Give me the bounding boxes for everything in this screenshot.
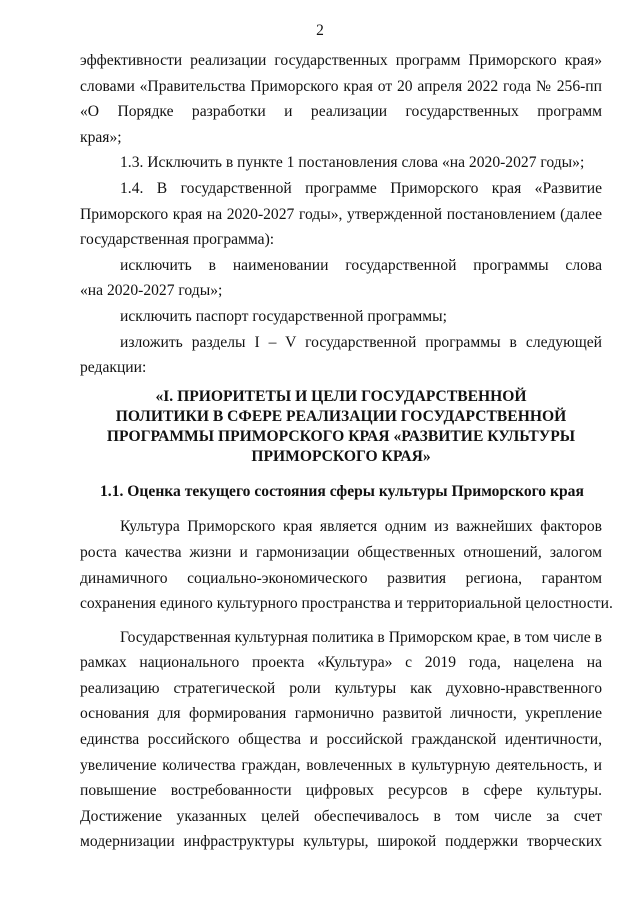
text-line: сохранения единого культурного пространства и территориальной целостности. bbox=[80, 595, 613, 613]
text-line: государственная программа): bbox=[80, 231, 275, 249]
text-line: эффективности реализации государственных программ Приморского края» bbox=[80, 52, 602, 69]
text-line: модернизации инфраструктуры культуры, широкой поддержки творческих bbox=[80, 833, 602, 851]
document-body bbox=[80, 48, 613, 855]
text-line: словами «Правительства Приморского края от 20 апреля 2022 года № 256-пп bbox=[80, 77, 602, 95]
text-line: рамках национального проекта «Культура» с 2019 года, нацелена на bbox=[80, 654, 602, 672]
text-line: Достижение указанных целей обеспечивалось в том числе за счет bbox=[80, 807, 602, 825]
text-line: «на 2020-2027 годы»; bbox=[80, 282, 223, 300]
text-line: Государственная культурная политика в Приморском крае, в том числе в bbox=[120, 628, 602, 646]
text-line: повышение востребованности цифровых ресурсов в сфере культуры. bbox=[80, 782, 602, 800]
text-line: Приморского края на 2020-2027 годы», утвержденной постановлением (далее bbox=[80, 205, 602, 223]
text-line: редакции: bbox=[80, 359, 147, 377]
heading-line: ПРОГРАММЫ ПРИМОРСКОГО КРАЯ «РАЗВИТИЕ КУЛЬТУРЫ bbox=[106, 427, 576, 445]
text-line: «О Порядке разработки и реализации государственных программ bbox=[80, 103, 602, 121]
text-line: исключить паспорт государственной программы; bbox=[120, 307, 447, 325]
section-heading bbox=[80, 387, 602, 467]
text-line: 1.4. В государственной программе Приморского края «Развитие bbox=[120, 179, 602, 197]
heading-line: ПРИМОРСКОГО КРАЯ» bbox=[251, 447, 431, 465]
paragraph-cultural-policy bbox=[80, 625, 602, 855]
text-line: увеличение количества граждан, вовлеченных в культурную деятельность, и bbox=[80, 756, 602, 774]
text-line: единства российского общества и российской гражданской идентичности, bbox=[80, 731, 602, 749]
page-number: 2 bbox=[316, 22, 324, 39]
heading-line: «I. ПРИОРИТЕТЫ И ЦЕЛИ ГОСУДАРСТВЕННОЙ bbox=[155, 387, 527, 405]
text-line: основания для формирования гармонично развитой личности, укрепление bbox=[80, 705, 602, 723]
text-line: 1.3. Исключить в пункте 1 постановления слова «на 2020-2027 годы»; bbox=[120, 154, 585, 172]
heading-line: ПОЛИТИКИ В СФЕРЕ РЕАЛИЗАЦИИ ГОСУДАРСТВЕННОЙ bbox=[115, 407, 567, 425]
paragraph-culture-intro bbox=[80, 514, 613, 616]
text-line: роста качества жизни и гармонизации общественных отношений, залогом bbox=[80, 543, 602, 561]
text-line: исключить в наименовании государственной программы слова bbox=[120, 256, 602, 274]
text-line: реализацию стратегической роли культуры как духовно-нравственного bbox=[80, 679, 602, 697]
subsection-heading: 1.1. Оценка текущего состояния сферы культуры Приморского края bbox=[100, 482, 584, 500]
text-line: края»; bbox=[80, 128, 122, 146]
paragraph-block-amendments bbox=[80, 48, 602, 381]
text-line: изложить разделы I – V государственной программы в следующей bbox=[120, 333, 602, 351]
text-line: Культура Приморского края является одним из важнейших факторов bbox=[120, 518, 602, 536]
text-line: динамичного социально-экономического развития региона, гарантом bbox=[80, 569, 602, 587]
